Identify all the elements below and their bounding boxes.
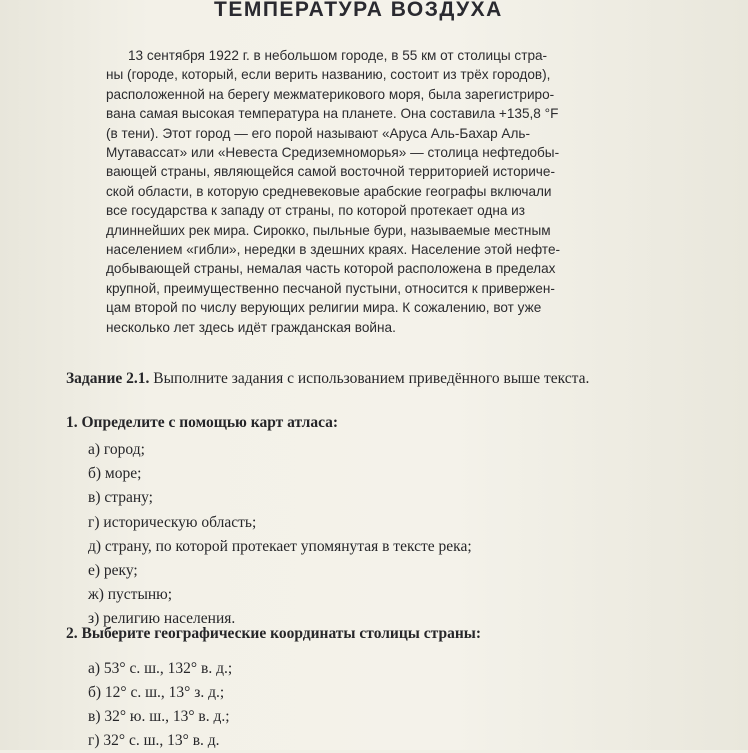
- task-heading: [66, 368, 626, 389]
- option-item: а) город;: [88, 441, 145, 458]
- passage-line: ны (городе, который, если верить названию, состоит из трёх городов),: [106, 67, 551, 83]
- option-item: е) реку;: [88, 562, 138, 580]
- question-1-options: [88, 438, 472, 632]
- option-item: б) 12° с. ш., 13° з. д.;: [88, 684, 225, 701]
- passage-line: несколько лет здесь идёт гражданская война.: [106, 319, 396, 335]
- passage-line: крупной, преимущественно песчаной пустыни, относится к привержен-: [106, 280, 555, 296]
- question-1-number: 1.: [66, 414, 78, 431]
- question-2-options: [88, 657, 232, 753]
- question-2: [66, 623, 481, 645]
- question-2-text: Выберите географические координаты столицы страны:: [77, 625, 482, 642]
- option-item: д) страну, по которой протекает упомянутая в тексте река;: [88, 537, 472, 555]
- passage-line: населением «гибли», нередки в здешних краях. Население этой нефте-: [106, 242, 561, 258]
- option-item: з) религию населения.: [88, 610, 236, 628]
- option-item: а) 53° с. ш., 132° в. д.;: [88, 660, 233, 677]
- passage-line: ской области, в которую средневековые арабские географы включали: [106, 183, 552, 199]
- passage-line: вана самая высокая температура на планете. Она составила +135,8 °F: [106, 106, 559, 122]
- option-item: ж) пустыню;: [88, 586, 173, 604]
- question-1: [66, 412, 338, 434]
- page-title: ТЕМПЕРАТУРА ВОЗДУХА: [214, 0, 503, 21]
- task-text: Выполните задания с использованием приведённого выше текста.: [149, 370, 590, 387]
- question-2-number: 2.: [66, 625, 78, 642]
- passage-line: добывающей страны, немалая часть которой расположена в пределах: [106, 261, 556, 277]
- passage-line: длиннейших рек мира. Сирокко, пыльные бури, называемые местным: [106, 222, 551, 238]
- option-item: г) 32° с. ш., 13° в. д.: [88, 732, 220, 749]
- option-item: в) 32° ю. ш., 13° в. д.;: [88, 708, 230, 725]
- task-label: Задание 2.1.: [66, 370, 150, 387]
- reading-passage: [106, 46, 612, 337]
- passage-line: 13 сентября 1922 г. в небольшом городе, в 55 км от столицы стра-: [128, 48, 548, 63]
- option-item: б) море;: [88, 465, 142, 483]
- passage-line: все государства к западу от страны, по которой протекает одна из: [106, 203, 526, 219]
- passage-line: Мутавассат» или «Невеста Средиземноморья» — столица нефтедобы-: [106, 145, 560, 161]
- passage-line: (в тени). Этот город — его порой называют «Аруса Аль-Бахар Аль-: [106, 125, 531, 141]
- question-1-text: Определите с помощью карт атласа:: [77, 414, 339, 431]
- passage-line: вающей страны, являющейся самой восточной территорией историче-: [106, 164, 555, 180]
- passage-line: расположенной на берегу межматерикового моря, была зарегистриро-: [106, 86, 555, 102]
- option-item: в) страну;: [88, 489, 153, 507]
- option-item: г) историческую область;: [88, 513, 257, 531]
- passage-line: цам второй по числу верующих религии мира. К сожалению, вот уже: [106, 300, 542, 316]
